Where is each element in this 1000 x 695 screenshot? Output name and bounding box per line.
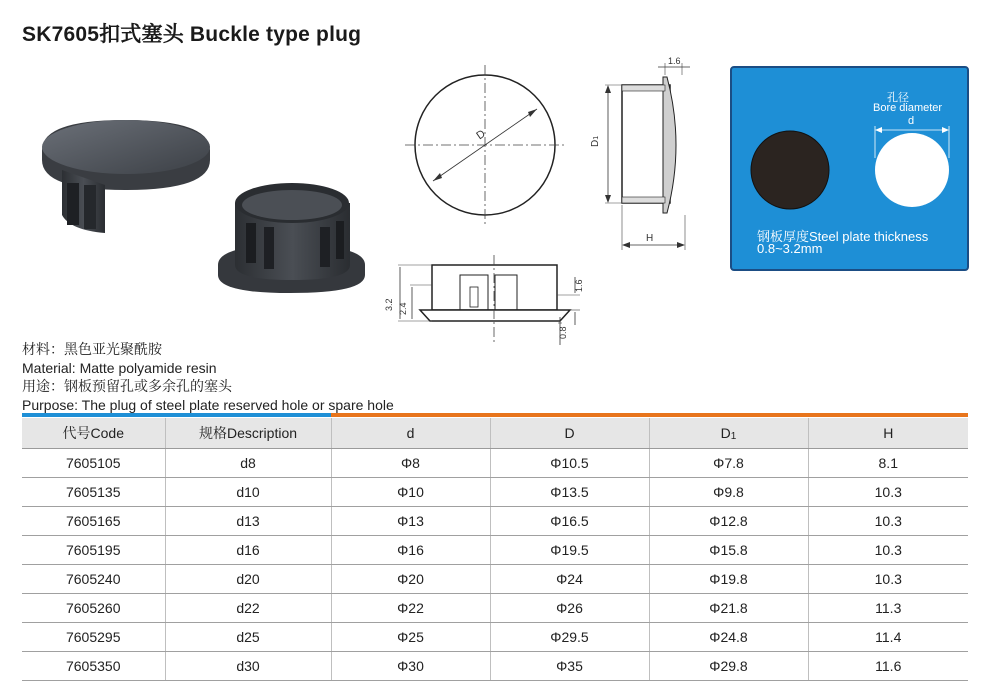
cell-D: Φ16.5 (490, 507, 649, 536)
table-row (22, 565, 968, 594)
cell-code: 7605350 (22, 652, 165, 681)
header-H: H (808, 418, 968, 449)
dim-1-6-right-label: 1.6 (574, 279, 584, 292)
cell-D1: Φ24.8 (649, 623, 808, 652)
cell-D: Φ24 (490, 565, 649, 594)
table-header-row (22, 418, 968, 449)
cell-description: d22 (165, 594, 331, 623)
dim-H-label: H (646, 233, 654, 244)
cell-H: 10.3 (808, 478, 968, 507)
cell-D: Φ10.5 (490, 449, 649, 478)
material-en: Material: Matte polyamide resin (22, 359, 217, 376)
dim-D-label: D (474, 127, 488, 143)
cell-description: d8 (165, 449, 331, 478)
bore-d-label: d (908, 115, 915, 127)
page-title: SK7605扣式塞头 Buckle type plug (22, 23, 362, 46)
bore-diameter-panel (730, 66, 969, 271)
cell-H: 8.1 (808, 449, 968, 478)
cell-code: 7605260 (22, 594, 165, 623)
cell-code: 7605195 (22, 536, 165, 565)
table-row (22, 536, 968, 565)
table-row (22, 594, 968, 623)
cell-code: 7605135 (22, 478, 165, 507)
cell-D: Φ13.5 (490, 478, 649, 507)
cell-H: 11.3 (808, 594, 968, 623)
cell-code: 7605295 (22, 623, 165, 652)
accent-bar-orange (331, 413, 968, 417)
cell-D1: Φ9.8 (649, 478, 808, 507)
technical-drawing (380, 55, 725, 355)
cell-d: Φ20 (331, 565, 490, 594)
cell-D: Φ26 (490, 594, 649, 623)
cell-H: 11.4 (808, 623, 968, 652)
cell-description: d13 (165, 507, 331, 536)
header-D1: $D_1$ (649, 418, 808, 449)
purpose-cn: 用途：钢板预留孔或多余孔的塞头 (22, 378, 232, 394)
cell-d: Φ13 (331, 507, 490, 536)
cell-D1: Φ29.8 (649, 652, 808, 681)
table-row (22, 449, 968, 478)
cell-code: 7605240 (22, 565, 165, 594)
cell-D: Φ29.5 (490, 623, 649, 652)
cell-D1: Φ21.8 (649, 594, 808, 623)
cell-d: Φ25 (331, 623, 490, 652)
dim-D1-label: D1 (590, 135, 601, 147)
cell-D: Φ35 (490, 652, 649, 681)
header-description: 规格Description (165, 418, 331, 449)
cell-D1: Φ15.8 (649, 536, 808, 565)
bore-diameter-en-label: Bore diameter (873, 102, 943, 114)
cell-H: 11.6 (808, 652, 968, 681)
dim-1-6-top-label: 1.6 (668, 56, 681, 66)
dim-3-2-label: 3.2 (384, 298, 394, 311)
cell-d: Φ8 (331, 449, 490, 478)
table-row (22, 507, 968, 536)
header-d: d (331, 418, 490, 449)
spec-table (22, 418, 968, 681)
dim-2-4-label: 2.4 (398, 302, 408, 315)
cell-d: Φ22 (331, 594, 490, 623)
accent-bar-blue (22, 413, 331, 417)
dim-0-8-label: 0.8 (558, 326, 568, 339)
purpose-en: Purpose: The plug of steel plate reserved hole or spare hole (22, 396, 394, 413)
cell-H: 10.3 (808, 565, 968, 594)
bore-diameter-cn-label: 孔径 (887, 92, 909, 104)
cell-description: d16 (165, 536, 331, 565)
cell-description: d10 (165, 478, 331, 507)
table-row (22, 623, 968, 652)
cell-code: 7605105 (22, 449, 165, 478)
cell-H: 10.3 (808, 507, 968, 536)
plate-thickness-range: 0.8~3.2mm (757, 241, 823, 256)
plate-thickness-label: 钢板厚度Steel plate thickness (757, 229, 929, 244)
cell-H: 10.3 (808, 536, 968, 565)
cell-d: Φ16 (331, 536, 490, 565)
cell-d: Φ10 (331, 478, 490, 507)
product-photo (20, 95, 370, 295)
table-row (22, 652, 968, 681)
cell-D1: Φ7.8 (649, 449, 808, 478)
table-row (22, 478, 968, 507)
cell-description: d25 (165, 623, 331, 652)
header-D: D (490, 418, 649, 449)
cell-code: 7605165 (22, 507, 165, 536)
product-notes (22, 340, 394, 414)
cell-description: d20 (165, 565, 331, 594)
header-code: 代号Code (22, 418, 165, 449)
cell-D: Φ19.5 (490, 536, 649, 565)
cell-description: d30 (165, 652, 331, 681)
cell-D1: Φ19.8 (649, 565, 808, 594)
cell-D1: Φ12.8 (649, 507, 808, 536)
material-cn: 材料：黑色亚光聚酰胺 (22, 341, 162, 357)
cell-d: Φ30 (331, 652, 490, 681)
